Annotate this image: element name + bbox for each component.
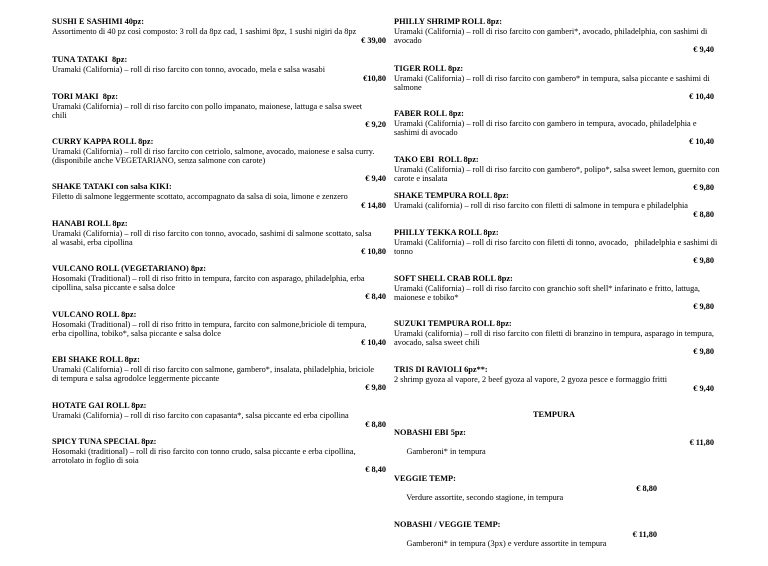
item-description-line: Uramaki (California) – roll di riso farcito con salmone, gambero*, insalata, philadelphia, briciole: [52, 364, 375, 374]
item-title: PHILLY TEKKA ROLL 8pz:: [394, 228, 499, 238]
item-price: € 8,80: [693, 209, 714, 219]
menu-item: [52, 92, 386, 129]
item-title: SOFT SHELL CRAB ROLL 8pz:: [394, 274, 513, 284]
item-description-line: Uramaki (California) – roll di riso farcito con capasanta*, salsa piccante ed erba cipollina: [52, 410, 349, 420]
item-description-line: Uramaki (California) – roll di riso farcito con cetriolo, salmone, avocado, maionese e salsa curry.: [52, 146, 375, 156]
menu-item: [52, 437, 386, 474]
item-description-line: al wasabi, erba cipollina: [52, 237, 133, 247]
item-title: SPICY TUNA SPECIAL 8pz:: [52, 437, 157, 447]
item-description-line: Uramaki (California) – roll di riso farcito con granchio soft shell* infarinato e fritto, lattuga,: [394, 283, 700, 293]
item-description-line: tonno: [394, 246, 413, 256]
tempura-item-title: NOBASHI / VEGGIE TEMP:: [394, 520, 501, 530]
item-title: SHAKE TATAKI con salsa KIKI:: [52, 182, 172, 192]
tempura-item-row: [394, 484, 714, 521]
item-price: € 10,80: [361, 247, 386, 256]
item-price: € 8,40: [365, 292, 386, 301]
item-description-line: cipollina, salsa piccante e salsa dolce: [52, 282, 176, 292]
item-price: € 9,40: [693, 45, 714, 54]
item-price: € 10,40: [361, 338, 386, 347]
item-price: € 10,40: [689, 137, 714, 146]
item-description-line: 2 shrimp gyoza al vapore, 2 beef gyoza al vapore, 2 gyoza pesce e formaggio fritti: [394, 374, 667, 384]
menu-right-column: [394, 0, 720, 548]
item-title: SUZUKI TEMPURA ROLL 8pz:: [394, 319, 512, 329]
item-description-line: Assortimento di 40 pz così composto: 3 roll da 8pz cad, 1 sashimi 8pz, 1 sushi nigiri da 8pz: [52, 26, 357, 36]
item-title: HANABI ROLL 8pz:: [52, 219, 128, 229]
item-title: SHAKE TEMPURA ROLL 8pz:: [394, 191, 509, 201]
tempura-item-row: [394, 438, 714, 475]
menu-item: [52, 401, 386, 429]
item-description-line: Uramaki (california) – roll di riso farcito con filetti di salmone in tempura e philadelphia: [394, 200, 688, 210]
menu-item: [394, 319, 714, 356]
item-title: TIGER ROLL 8pz:: [394, 64, 464, 74]
item-price: €10,80: [363, 73, 386, 83]
item-description-line: erba cipollina, tobiko*, salsa piccante e salsa dolce: [52, 328, 221, 338]
menu-item: [394, 17, 714, 54]
menu-left-column: [52, 0, 386, 543]
item-price: € 9,20: [365, 120, 386, 129]
item-price: € 9,80: [365, 383, 386, 392]
item-description-line: Hosomaki (traditional) – roll di riso farcito con tonno crudo, salsa piccante e erba cipollina,: [52, 446, 356, 456]
menu-item: [52, 310, 386, 347]
menu-item: [394, 274, 714, 311]
menu-item: [52, 55, 386, 83]
item-description-line: arrotolato in foglio di soia: [52, 455, 139, 465]
item-description-line: Filetto di salmone leggermente scottato, accompagnato da salsa di soia, limone e zenzero: [52, 191, 348, 201]
item-price: € 9,80: [693, 256, 714, 265]
tempura-item-description: Gamberoni* in tempura (3px) e verdure assortite in tempura: [406, 538, 607, 548]
item-description-line: Uramaki (California) – roll di riso farcito con gambero in tempura, avocado, philadelphia e: [394, 118, 697, 128]
item-title: TUNA TATAKI 8pz:: [52, 55, 128, 65]
item-description-line: Uramaki (California) – roll di riso farcito con gambero* in tempura, salsa piccante e sashimi di: [394, 73, 710, 83]
menu-item: [52, 182, 386, 210]
tempura-item-description: Gamberoni* in tempura: [406, 446, 486, 456]
tempura-heading: TEMPURA: [533, 410, 575, 420]
item-price: € 39,00: [361, 35, 386, 45]
item-description-line: Uramaki (California) – roll di riso farcito con gambero*, polipo*, salsa sweet lemon, guernito con: [394, 164, 720, 174]
item-title: VULCANO ROLL (VEGETARIANO) 8pz:: [52, 264, 207, 274]
item-title: VULCANO ROLL 8pz:: [52, 310, 137, 320]
item-description-line: Uramaki (California) – roll di riso farcito con tonno, avocado, sashimi di salmone scottato, salsa: [52, 228, 372, 238]
item-description-line: maionese e tobiko*: [394, 292, 459, 302]
item-price: € 9,80: [693, 347, 714, 356]
menu-item: [52, 264, 386, 301]
item-price: € 9,40: [693, 383, 714, 393]
menu-item: [394, 155, 720, 192]
item-description-line: Hosomaki (Traditional) – roll di riso fritto in tempura, farcito con asparago, philadelphia, erba: [52, 273, 365, 283]
tempura-item-price: € 11,80: [632, 529, 657, 539]
menu-item: [52, 355, 386, 392]
tempura-item-price: € 8,80: [636, 483, 657, 493]
item-description-line: avocado, salsa sweet chili: [394, 337, 480, 347]
item-title: EBI SHAKE ROLL 8pz:: [52, 355, 140, 365]
item-description-line: Uramaki (california) – roll di riso farcito con filetti di branzino in tempura, asparago in tempura,: [394, 328, 715, 338]
item-description-line: Uramaki (California) – roll di riso farcito con tonno, avocado, mela e salsa wasabi: [52, 64, 326, 74]
tempura-item-title: NOBASHI EBI 5pz:: [394, 428, 466, 438]
item-title: CURRY KAPPA ROLL 8pz:: [52, 137, 154, 147]
item-price: € 10,40: [689, 92, 714, 101]
item-description-line: avocado: [394, 35, 422, 45]
item-description-line: chili: [52, 110, 67, 120]
menu-item: [52, 219, 386, 256]
item-description-line: salmone: [394, 82, 422, 92]
item-description-line: Uramaki (California) – roll di riso farcito con filetti di tonno, avocado, philadelphia e sashimi di: [394, 237, 718, 247]
tempura-item-title: VEGGIE TEMP:: [394, 474, 456, 484]
item-description-line: Hosomaki (Traditional) – roll di riso fritto in tempura, farcito con salmone,briciole di tempura,: [52, 319, 367, 329]
item-price: € 14,80: [361, 200, 386, 210]
menu-item: [394, 228, 718, 265]
tempura-item-price: € 11,80: [689, 437, 714, 447]
item-description-line: carote e insalata: [394, 173, 448, 183]
item-title: FABER ROLL 8pz:: [394, 109, 464, 119]
menu-item: [394, 365, 714, 393]
tempura-item-row: [394, 530, 714, 566]
item-title: PHILLY SHRIMP ROLL 8pz:: [394, 17, 502, 27]
menu-item: [394, 64, 714, 101]
item-price: € 9,80: [693, 183, 714, 192]
item-description-line: Uramaki (California) – roll di riso farcito con gamberi*, avocado, philadelphia, con sashimi di: [394, 26, 708, 36]
menu-item: [394, 191, 714, 219]
item-price: € 8,80: [365, 419, 386, 429]
item-price: € 8,40: [365, 465, 386, 474]
menu-item: [52, 137, 386, 183]
item-description-line: (disponibile anche VEGETARIANO, senza salmone con carote): [52, 155, 266, 165]
item-title: HOTATE GAI ROLL 8pz:: [52, 401, 147, 411]
item-title: TAKO EBI ROLL 8pz:: [394, 155, 479, 165]
item-price: € 9,40: [365, 174, 386, 184]
item-title: SUSHI E SASHIMI 40pz:: [52, 17, 144, 27]
menu-item: [394, 109, 714, 146]
item-description-line: di tempura e salsa agrodolce leggermente piccante: [52, 373, 220, 383]
item-title: TORI MAKI 8pz:: [52, 92, 118, 102]
item-price: € 9,80: [693, 302, 714, 311]
tempura-section: [394, 428, 714, 566]
item-title: TRIS DI RAVIOLI 6pz**:: [394, 365, 488, 375]
item-description-line: sashimi di avocado: [394, 127, 458, 137]
menu-item: [52, 17, 386, 45]
item-description-line: Uramaki (California) – roll di riso farcito con pollo impanato, maionese, lattuga e salsa sweet: [52, 101, 363, 111]
tempura-item-description: Verdure assortite, secondo stagione, in tempura: [406, 492, 564, 502]
